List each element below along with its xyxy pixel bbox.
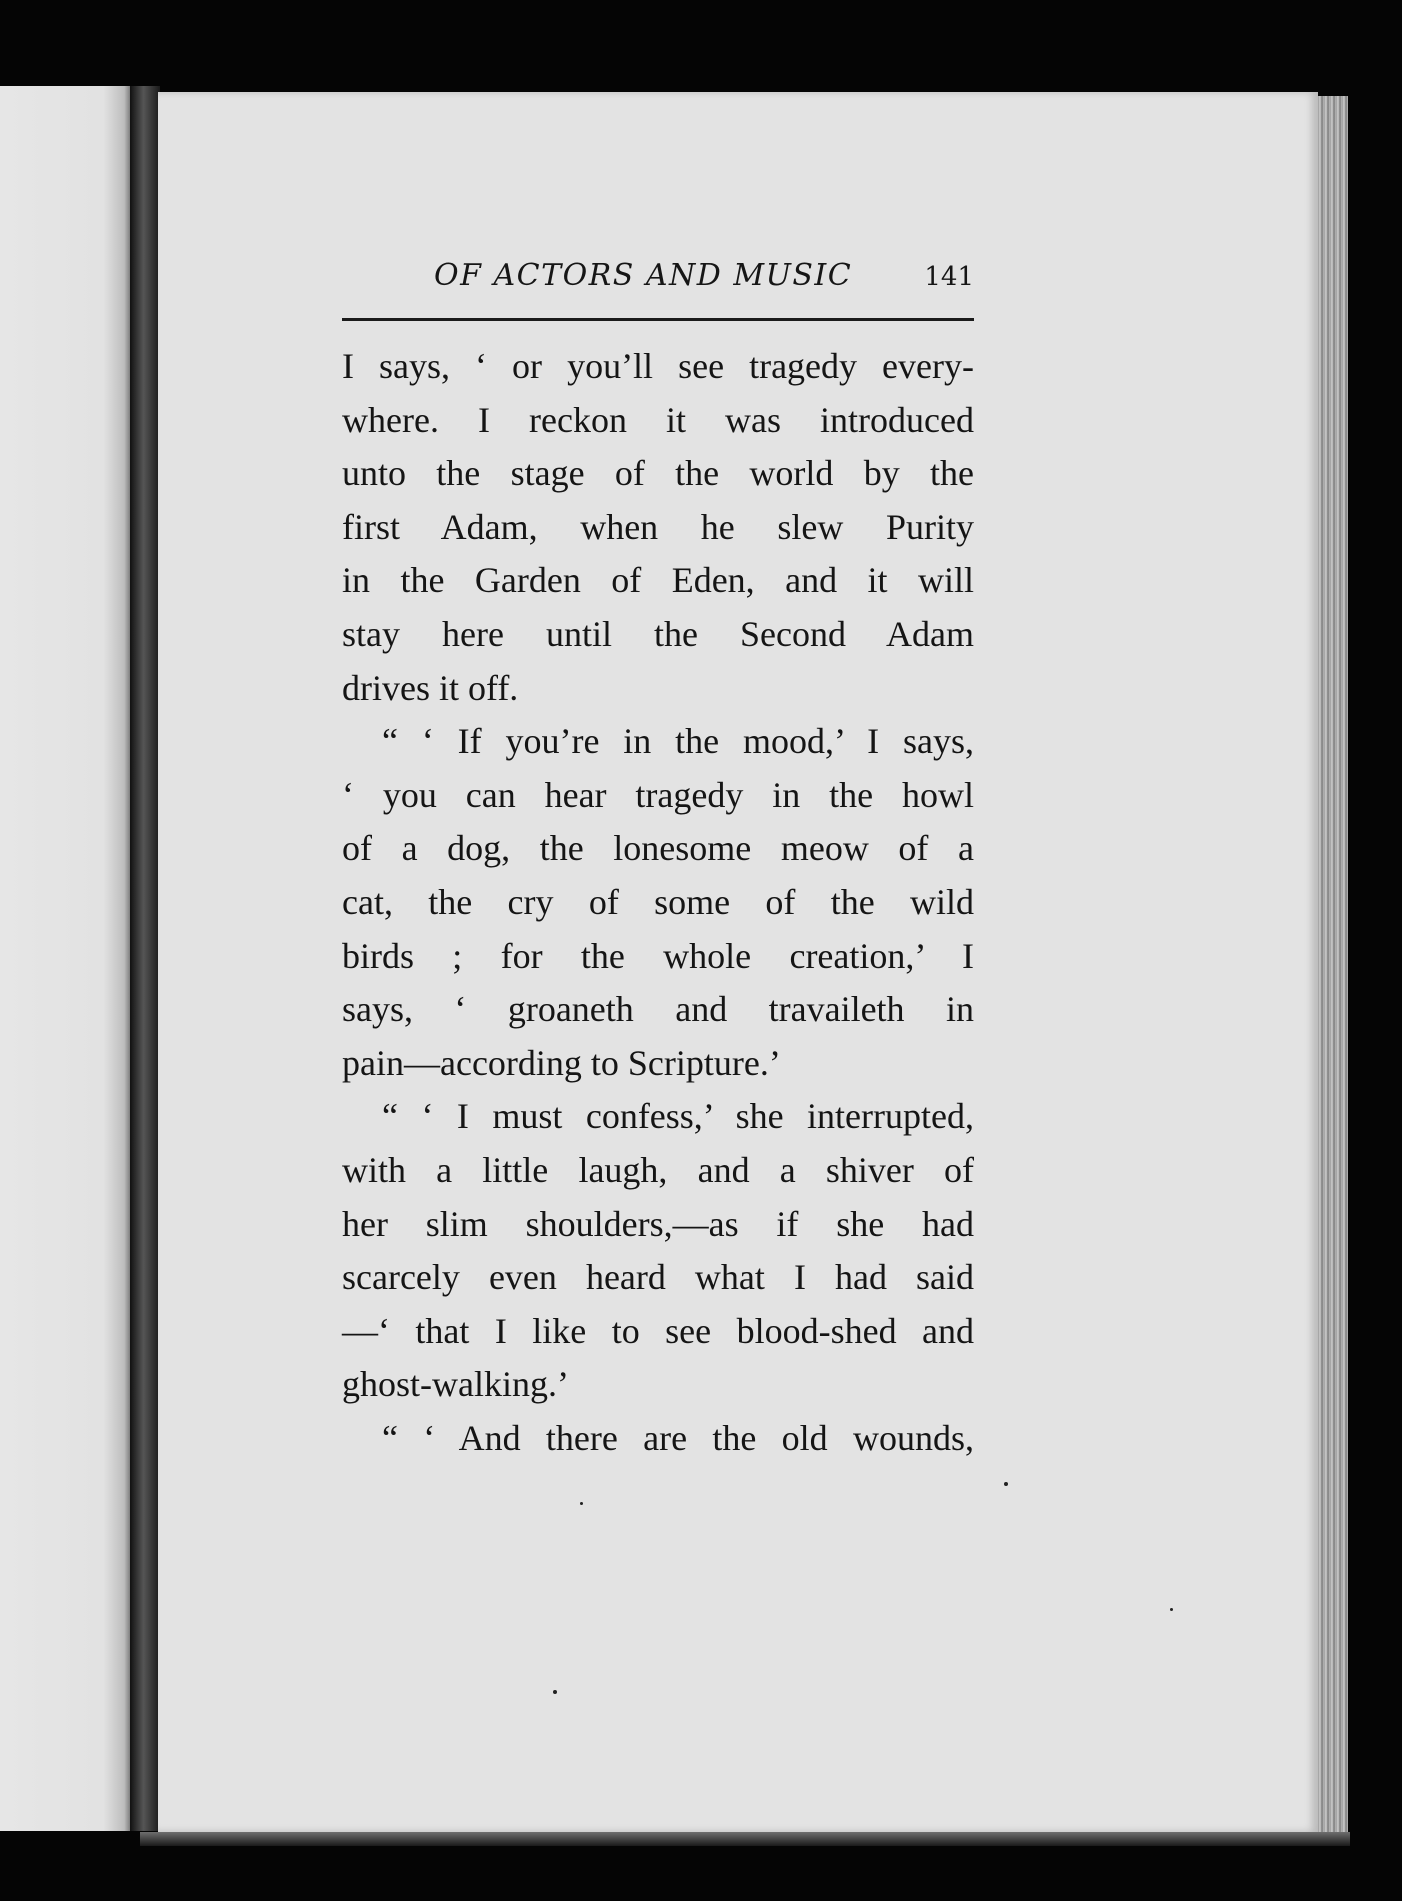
page-bottom-edge (140, 1832, 1350, 1846)
text-line: drives it off. (342, 667, 519, 708)
text-line: birds ; for the whole creation,’ I (342, 935, 974, 976)
scan-speck (580, 1502, 583, 1505)
running-head-title: OF ACTORS AND MUSIC (434, 258, 853, 293)
text-line: ghost-walking.’ (342, 1364, 569, 1405)
scan-speck (1170, 1608, 1173, 1611)
text-line: ‘ you can hear tragedy in the howl (342, 774, 974, 815)
scan-speck (553, 1690, 557, 1694)
text-line: “ ‘ And there are the old wounds, (382, 1417, 974, 1458)
page-number: 141 (924, 262, 974, 292)
text-line: unto the stage of the world by the (342, 453, 974, 494)
text-line: I says, ‘ or you’ll see tragedy every- (342, 346, 974, 386)
running-head (342, 258, 974, 306)
header-rule (342, 318, 974, 321)
page-stack-edge (1318, 96, 1348, 1841)
text-line: says, ‘ groaneth and travaileth in (342, 989, 974, 1030)
scan-speck (1004, 1482, 1008, 1486)
text-line: —‘ that I like to see blood-shed and (342, 1310, 974, 1351)
text-line: of a dog, the lonesome meow of a (342, 828, 974, 869)
book-gutter (130, 86, 160, 1831)
text-line: with a little laugh, and a shiver of (342, 1149, 974, 1190)
text-line: “ ‘ If you’re in the mood,’ I says, (382, 721, 974, 762)
text-line: first Adam, when he slew Purity (342, 506, 974, 547)
text-line: her slim shoulders,—as if she had (342, 1203, 974, 1244)
facing-page-edge (0, 86, 138, 1831)
body-text (342, 340, 974, 1465)
text-line: “ ‘ I must confess,’ she interrupted, (382, 1096, 974, 1137)
text-line: where. I reckon it was introduced (342, 399, 974, 440)
text-line: in the Garden of Eden, and it will (342, 560, 974, 601)
text-line: scarcely even heard what I had said (342, 1257, 974, 1298)
text-line: cat, the cry of some of the wild (342, 881, 974, 922)
text-line: stay here until the Second Adam (342, 613, 974, 654)
text-line: pain—according to Scripture.’ (342, 1042, 781, 1083)
